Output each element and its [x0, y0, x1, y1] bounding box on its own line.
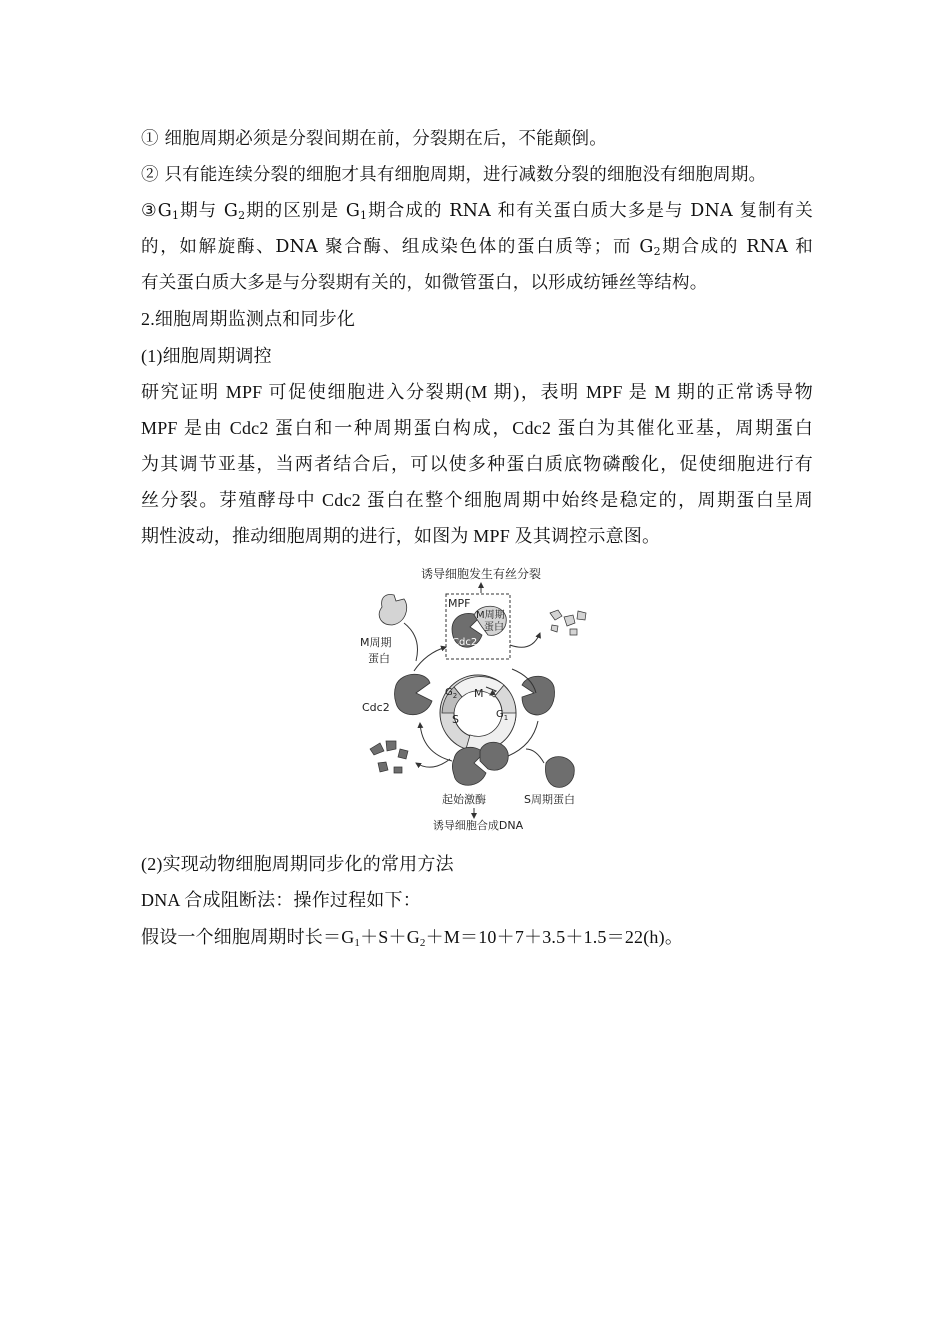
- section-heading-text: 2.细胞周期监测点和同步化: [141, 309, 356, 329]
- arrow-to-degradation-left: [416, 759, 450, 767]
- m-cyclin-label-1: M周期: [360, 636, 392, 649]
- paragraph-note-2: [141, 163, 813, 187]
- body-line-1: [141, 380, 813, 404]
- phase-m-label: M: [474, 687, 484, 700]
- subsection-heading-text: (1)细胞周期调控: [141, 346, 272, 366]
- body-text: 研究证明 MPF 可促使细胞进入分裂期(M 期)，表明 MPF 是 M 期的正常诱导物: [141, 382, 813, 402]
- subscript-1: 1: [171, 209, 180, 222]
- arrow-to-degradation-right: [510, 633, 540, 647]
- formula-text-c: ＋M＝10＋7＋3.5＋1.5＝22(h)。: [425, 927, 684, 947]
- phase-g1-letter: G: [496, 709, 504, 720]
- body-text: DNA 合成阻断法：操作过程如下：: [141, 890, 421, 910]
- subsection-heading-2: [141, 852, 813, 876]
- s-cyclin-shape: [545, 757, 574, 788]
- paragraph-note-3-line-3: [141, 271, 813, 295]
- note-3-text-b: 期与 G: [179, 201, 239, 221]
- body-text: 为其调节亚基，当两者结合后，可以使多种蛋白质底物磷酸化，促使细胞进行有: [141, 454, 813, 474]
- m-cyclin-shape: [379, 595, 406, 626]
- note-3-text-c: 期的区别是 G: [245, 201, 361, 221]
- formula-text-a: 假设一个细胞周期时长＝G: [141, 927, 355, 947]
- phase-g2-sub: 2: [452, 692, 458, 700]
- mpf-label: MPF: [448, 597, 471, 610]
- cdc2-right-shape: [522, 676, 554, 715]
- note-3-text-e: 的，如解旋酶、DNA 聚合酶、组成染色体的蛋白质等；而 G: [141, 237, 654, 257]
- subscript-1: 1: [354, 937, 361, 949]
- s-cyclin-label: S周期蛋白: [524, 793, 575, 806]
- body-text: 期性波动，推动细胞周期的进行，如图为 MPF 及其调控示意图。: [141, 526, 661, 546]
- body-line-6: [141, 888, 813, 912]
- start-kinase-cyclin-shape: [480, 742, 508, 770]
- note-1-text: ① 细胞周期必须是分裂间期在前，分裂期在后，不能颠倒。: [141, 129, 607, 149]
- subscript-2: 2: [419, 937, 426, 949]
- body-line-4: [141, 488, 813, 512]
- body-line-3: [141, 452, 813, 476]
- note-2-text: ② 只有能连续分裂的细胞才具有细胞周期，进行减数分裂的细胞没有细胞周期。: [141, 165, 767, 185]
- subscript-2: 2: [653, 245, 661, 258]
- subsection-heading-1: [141, 344, 813, 368]
- paragraph-note-3-line-1: [141, 199, 813, 223]
- body-line-2: [141, 416, 813, 440]
- start-kinase-label: 起始激酶: [442, 793, 486, 806]
- phase-g2-letter: G: [445, 687, 453, 698]
- arrow-to-mpf: [414, 647, 446, 671]
- note-3-text-d: 期合成的 RNA 和有关蛋白质大多是与 DNA 复制有关: [367, 201, 813, 221]
- subsection-heading-text: (2)实现动物细胞周期同步化的常用方法: [141, 854, 454, 874]
- note-3-text-f: 期合成的 RNA 和: [660, 237, 813, 257]
- phase-g1-sub: 1: [503, 714, 509, 722]
- m-cyclin-connector: [404, 623, 418, 661]
- subscript-1: 1: [360, 209, 368, 222]
- cdc2-left-shape: [395, 674, 433, 715]
- bottom-label: 诱导细胞合成DNA: [432, 819, 524, 832]
- cdc2-label: Cdc2: [362, 701, 390, 714]
- mpf-m-cyclin-text-1: M周期: [476, 610, 505, 621]
- top-label: 诱导细胞发生有丝分裂: [420, 567, 542, 581]
- paragraph-note-3-line-2: [141, 235, 813, 259]
- formula-text-b: ＋S＋G: [360, 927, 420, 947]
- paragraph-note-1: [141, 127, 813, 151]
- s-cyclin-connector: [526, 749, 544, 763]
- section-heading-2: [141, 307, 813, 331]
- diagram-svg: [356, 563, 612, 833]
- mpf-cdc2-text: Cdc2: [452, 637, 478, 648]
- note-3-text-a: ③G: [141, 201, 172, 221]
- mpf-m-cyclin-text-2: 蛋白: [484, 622, 504, 633]
- degraded-fragments-right: [550, 610, 586, 635]
- subscript-2: 2: [238, 209, 246, 222]
- mpf-regulation-diagram: [356, 563, 612, 833]
- m-cyclin-label-2: 蛋白: [368, 652, 390, 665]
- degraded-fragments-left: [370, 741, 408, 773]
- body-line-7-formula: [141, 925, 813, 949]
- body-text: 丝分裂。芽殖酵母中 Cdc2 蛋白在整个细胞周期中始终是稳定的，周期蛋白呈周: [141, 490, 813, 510]
- phase-s-label: S: [452, 713, 459, 726]
- note-3-text-g: 有关蛋白质大多是与分裂期有关的，如微管蛋白，以形成纺锤丝等结构。: [141, 273, 708, 293]
- body-line-5: [141, 524, 813, 548]
- body-text: MPF 是由 Cdc2 蛋白和一种周期蛋白构成，Cdc2 蛋白为其催化亚基，周期蛋白: [141, 418, 813, 438]
